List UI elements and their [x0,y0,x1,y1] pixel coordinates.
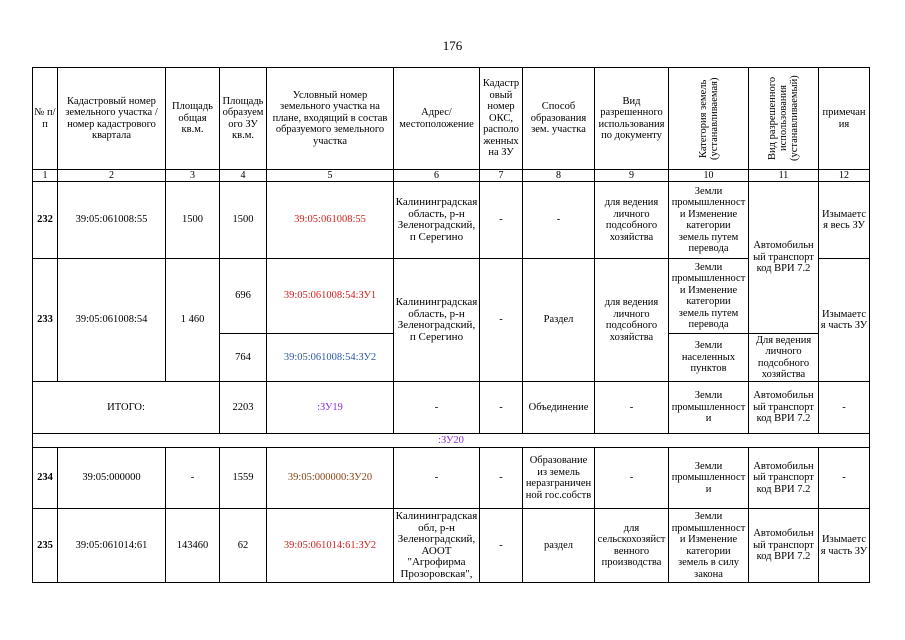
area-formed: 1559 [220,448,267,509]
total-row [33,382,870,434]
address: Калининградская область, р-н Зеленоградский, п Серегино [394,259,480,382]
use-doc: для ведения личного подсобного хозяйства [595,182,669,259]
land-category: Земли промышленности Изменение категории земель в силу закона [669,509,749,583]
cond-num: 39:05:061008:55 [267,182,394,259]
area-formed: 62 [220,509,267,583]
col-number: 1 [33,170,58,182]
table-row [33,448,870,509]
use-doc: для сельскохозяйственного производства [595,509,669,583]
total-area: 2203 [220,382,267,434]
header-address: Адрес/ местоположение [394,68,480,170]
row-num: 234 [33,448,58,509]
total-use-set: Автомобильный транспорт код ВРИ 7.2 [749,382,819,434]
land-plots-table [32,67,870,583]
note: Изымается весь ЗУ [819,182,870,259]
cad-num: 39:05:000000 [58,448,166,509]
header-cad-num: Кадастровый номер земельного участка /номер кадастрового квартала [58,68,166,170]
col-number: 12 [819,170,870,182]
col-number: 5 [267,170,394,182]
col-number: 10 [669,170,749,182]
col-number: 4 [220,170,267,182]
use-doc: для ведения личного подсобного хозяйства [595,259,669,382]
total-note: - [819,382,870,434]
cond-num: 39:05:000000:ЗУ20 [267,448,394,509]
cond-num: 39:05:061008:54:ЗУ2 [267,334,394,382]
area-formed: 764 [220,334,267,382]
total-oks: - [480,382,523,434]
area-total: - [166,448,220,509]
method: Образование из земель неразграниченной гос.собств [523,448,595,509]
col-number: 8 [523,170,595,182]
col-number: 11 [749,170,819,182]
note: Изымается часть ЗУ [819,509,870,583]
note: Изымается часть ЗУ [819,259,870,382]
header-cond-num: Условный номер земельного участка на плане, входящий в состав образуемого земельного участка [267,68,394,170]
total-land-category: Земли промышленности [669,382,749,434]
header-oks: Кадастровый номер ОКС, расположенных на ЗУ [480,68,523,170]
land-category: Земли населенных пунктов [669,334,749,382]
method: раздел [523,509,595,583]
area-total: 1500 [166,182,220,259]
col-number: 6 [394,170,480,182]
table-row [33,259,870,334]
section-label: :ЗУ20 [33,434,870,448]
area-formed: 696 [220,259,267,334]
method: - [523,182,595,259]
total-method: Объединение [523,382,595,434]
total-label: ИТОГО: [33,382,220,434]
header-note: примечания [819,68,870,170]
header-use-doc: Вид разрешенного использования по документу [595,68,669,170]
use-set: Автомобильный транспорт код ВРИ 7.2 [749,509,819,583]
cond-num: 39:05:061008:54:ЗУ1 [267,259,394,334]
cad-num: 39:05:061008:55 [58,182,166,259]
use-set: Автомобильный транспорт код ВРИ 7.2 [749,448,819,509]
column-numbers-row [33,170,870,182]
use-set: Для ведения личного подсобного хозяйства [749,334,819,382]
note: - [819,448,870,509]
use-doc: - [595,448,669,509]
header-land-cat [669,68,749,170]
oks: - [480,182,523,259]
area-total: 143460 [166,509,220,583]
col-number: 2 [58,170,166,182]
method: Раздел [523,259,595,382]
oks: - [480,509,523,583]
cad-num: 39:05:061008:54 [58,259,166,382]
land-category: Земли промышленности Изменение категории земель путем перевода [669,259,749,334]
oks: - [480,259,523,382]
header-num: № п/п [33,68,58,170]
col-number: 9 [595,170,669,182]
use-set: Автомобильный транспорт код ВРИ 7.2 [749,182,819,334]
address: Калининградская область, р-н Зеленоградский, п Серегино [394,182,480,259]
land-category: Земли промышленности [669,448,749,509]
address: Калининградская обл, р-н Зеленоградский, АООТ "Агрофирма Прозоровская", [394,509,480,583]
header-land-cat-text: Категория земель (устанавливаемая) [697,77,720,160]
oks: - [480,448,523,509]
row-num: 235 [33,509,58,583]
area-formed: 1500 [220,182,267,259]
row-num: 233 [33,259,58,382]
header-use-set [749,68,819,170]
area-total: 1 460 [166,259,220,382]
header-use-set-text: Вид разрешенного использования (устанавливаемый) [767,75,800,162]
header-area-total: Площадь общая кв.м. [166,68,220,170]
col-number: 3 [166,170,220,182]
cond-num: 39:05:061014:61:ЗУ2 [267,509,394,583]
row-num: 232 [33,182,58,259]
table-row [33,182,870,259]
section-row [33,434,870,448]
total-use-doc: - [595,382,669,434]
address: - [394,448,480,509]
header-area-formed: Площадь образуемого ЗУ кв.м. [220,68,267,170]
land-category: Земли промышленности Изменение категории земель путем перевода [669,182,749,259]
total-cond-num: :ЗУ19 [267,382,394,434]
header-method: Способ образования зем. участка [523,68,595,170]
total-address: - [394,382,480,434]
header-row [33,68,870,170]
page-number: 176 [442,38,463,53]
table-row [33,509,870,583]
cad-num: 39:05:061014:61 [58,509,166,583]
col-number: 7 [480,170,523,182]
